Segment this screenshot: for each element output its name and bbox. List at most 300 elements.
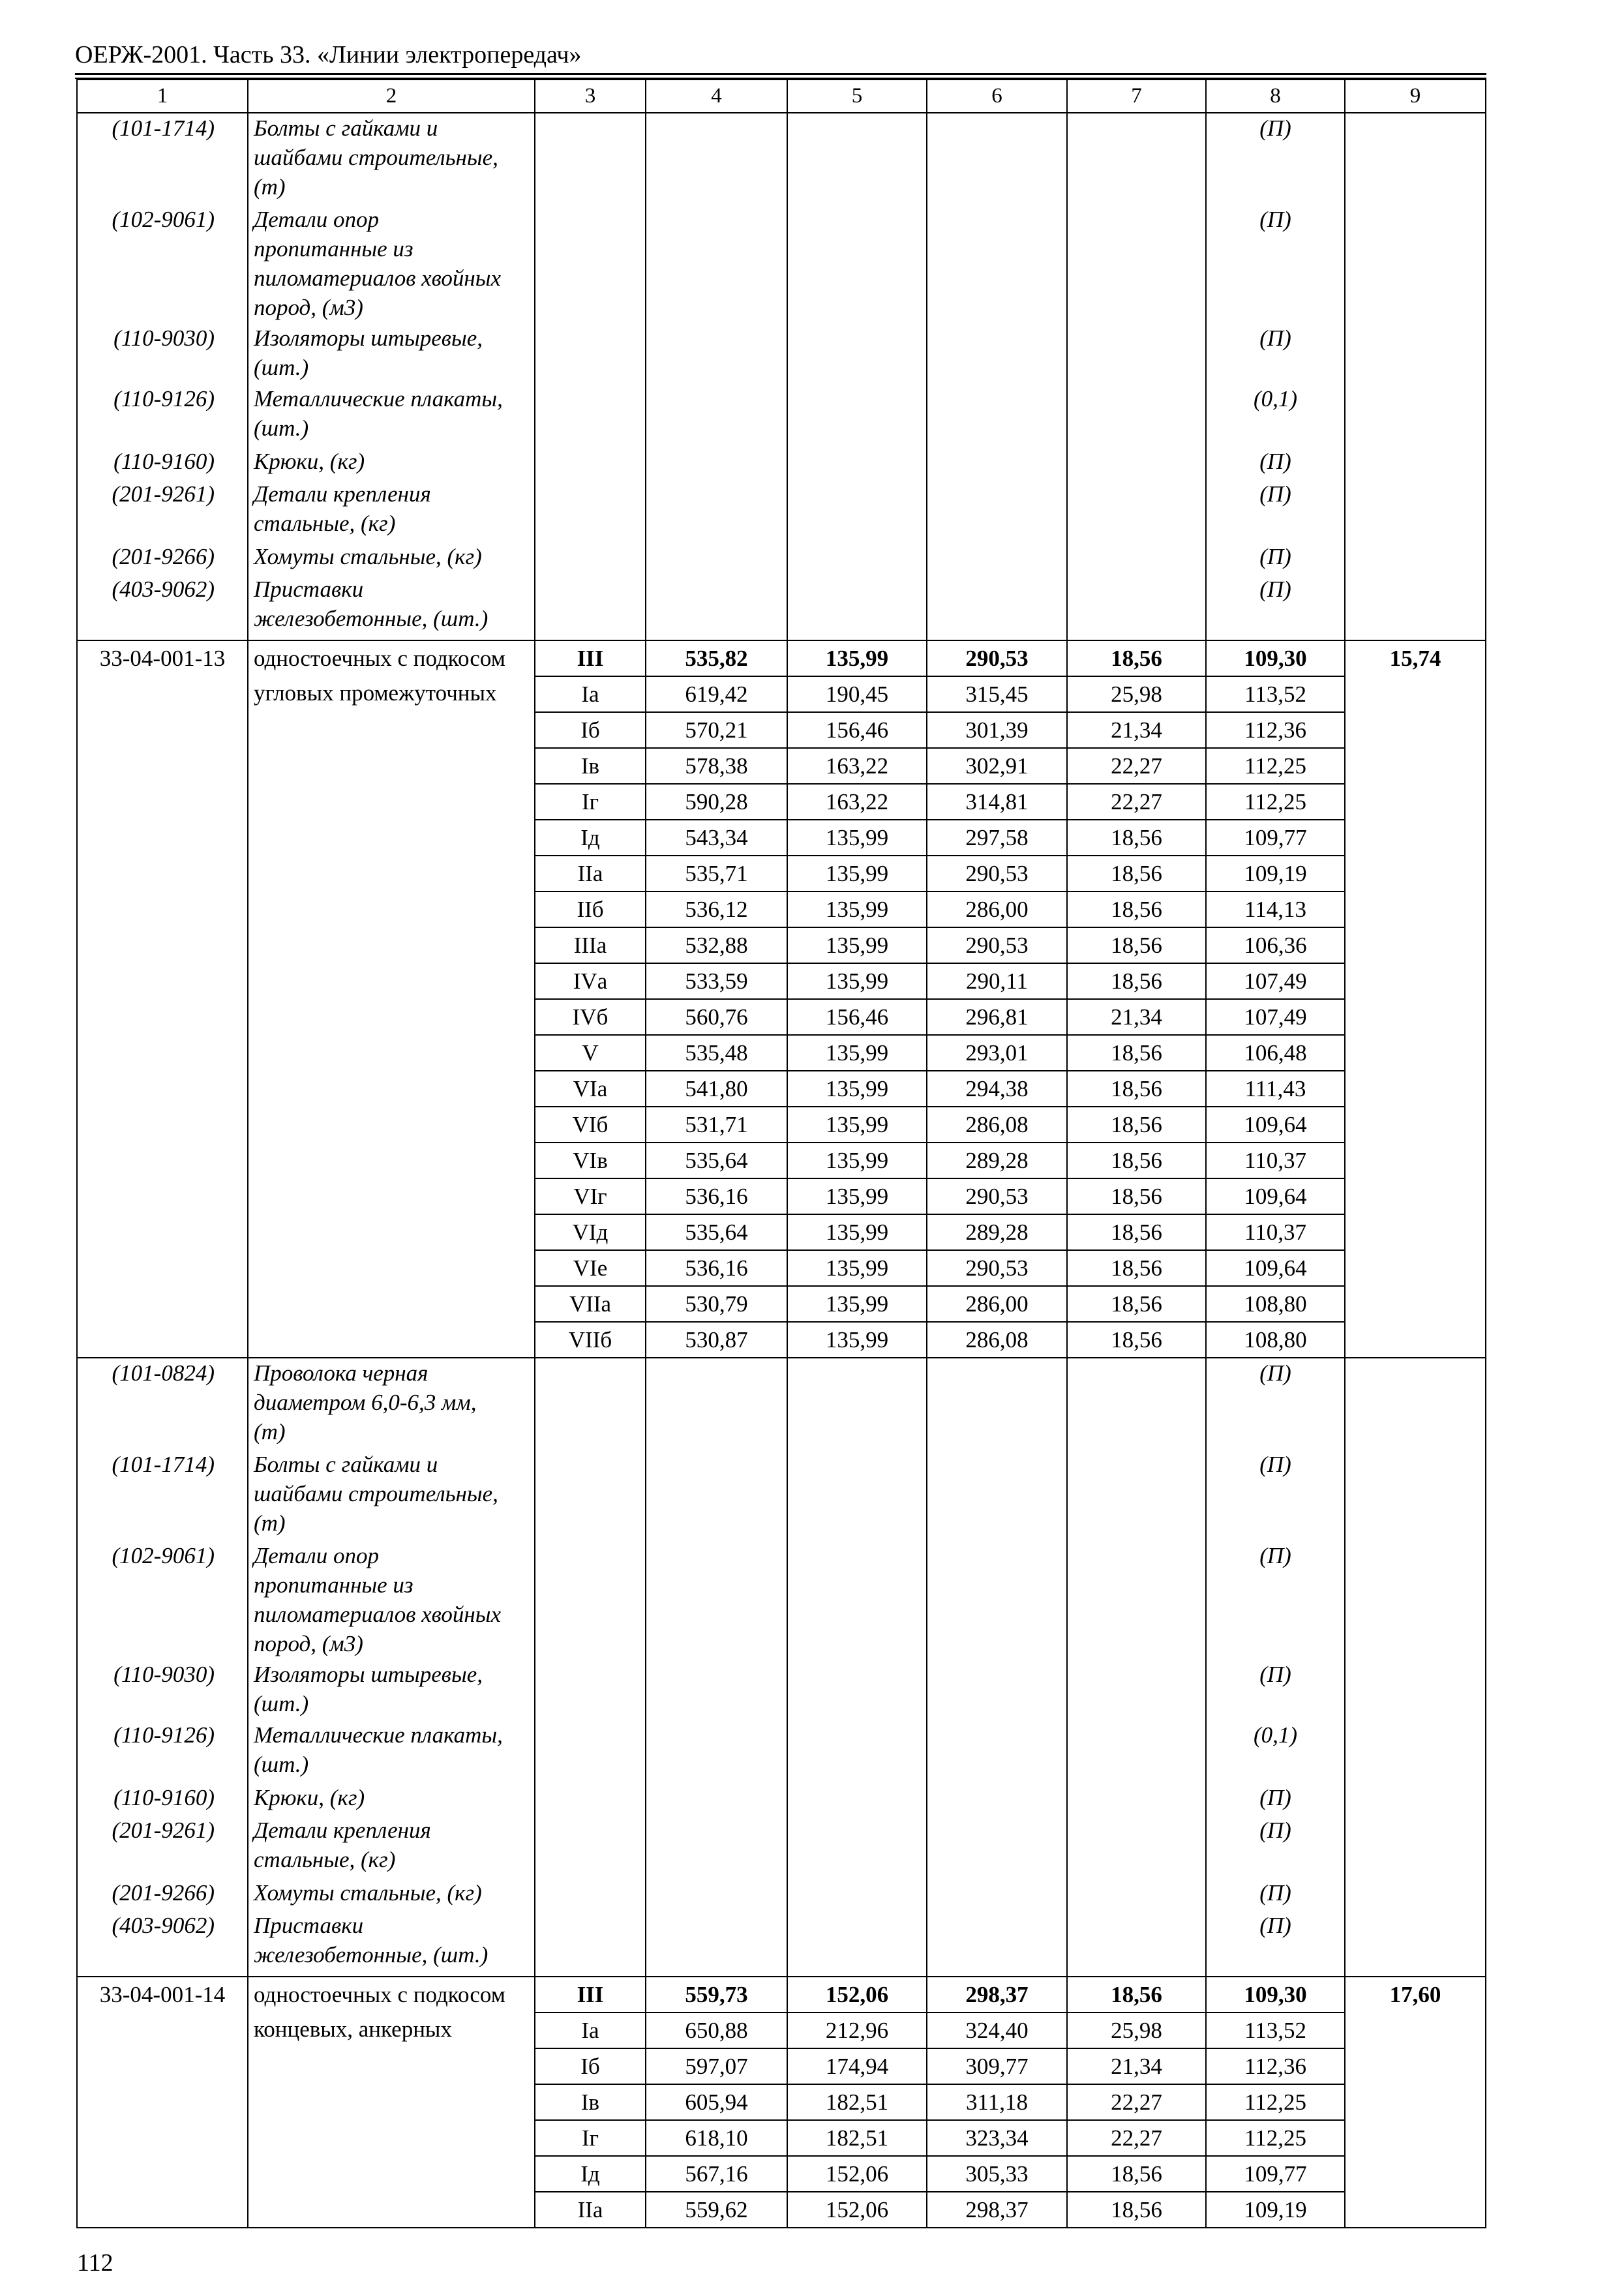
value-cell: 112,36 <box>1206 2048 1345 2084</box>
zone-cell: Iа <box>535 2012 646 2048</box>
value-cell: 324,40 <box>927 2012 1067 2048</box>
value-cell: 156,46 <box>787 999 927 1035</box>
resource-name: (т) <box>254 174 286 200</box>
rate-row <box>77 640 1486 676</box>
value-cell: 323,34 <box>927 2120 1067 2156</box>
zone-cell: VIа <box>535 1071 646 1107</box>
value-cell: 290,53 <box>927 1250 1067 1286</box>
value-cell: 106,48 <box>1206 1035 1345 1071</box>
col9-value: 17,60 <box>1345 1977 1486 2228</box>
value-cell: 107,49 <box>1206 963 1345 999</box>
rate-row <box>77 1977 1486 2012</box>
value-cell: 25,98 <box>1067 676 1206 712</box>
resource-value: (П) <box>1259 1662 1291 1687</box>
column-header: 6 <box>927 80 1067 113</box>
empty-cell <box>535 1358 646 1977</box>
resource-name-line <box>248 205 534 323</box>
resource-value-line <box>1207 1816 1344 1878</box>
value-cell: 106,36 <box>1206 927 1345 963</box>
value-cell: 135,99 <box>787 1071 927 1107</box>
resource-name: Хомуты стальные, (кг) <box>254 1880 482 1906</box>
resource-code-line <box>78 323 247 384</box>
value-cell: 163,22 <box>787 748 927 784</box>
value-cell: 296,81 <box>927 999 1067 1035</box>
zone-cell: VIIа <box>535 1286 646 1322</box>
value-cell: 108,80 <box>1206 1322 1345 1358</box>
value-cell: 533,59 <box>646 963 787 999</box>
resource-code-line <box>78 1783 247 1816</box>
empty-cell <box>927 1358 1067 1977</box>
resource-value: (П) <box>1259 576 1291 602</box>
column-header: 1 <box>77 80 248 113</box>
zone-cell: Iг <box>535 784 646 820</box>
resource-code-line <box>78 113 247 205</box>
resource-name: шайбами строительные, <box>254 145 498 170</box>
value-cell: 294,38 <box>927 1071 1067 1107</box>
resource-name: (шт.) <box>254 415 309 441</box>
resource-value: (П) <box>1259 1452 1291 1477</box>
value-cell: 560,76 <box>646 999 787 1035</box>
zone-cell: Iб <box>535 712 646 748</box>
value-cell: 109,64 <box>1206 1107 1345 1143</box>
resource-code-line <box>78 447 247 479</box>
value-cell: 18,56 <box>1067 1214 1206 1250</box>
value-cell: 113,52 <box>1206 2012 1345 2048</box>
zone-cell: III <box>535 1977 646 2012</box>
resource-value-line <box>1207 479 1344 542</box>
value-cell: 531,71 <box>646 1107 787 1143</box>
page-header: ОЕРЖ-2001. Часть 33. «Линии электропередач» <box>75 41 582 68</box>
value-cell: 18,56 <box>1067 1286 1206 1322</box>
resource-value: (П) <box>1259 1913 1291 1938</box>
value-cell: 618,10 <box>646 2120 787 2156</box>
value-cell: 650,88 <box>646 2012 787 2048</box>
resource-code: (101-1714) <box>112 115 215 141</box>
resource-code-line <box>78 542 247 575</box>
resource-code: (201-9261) <box>112 1818 215 1843</box>
resource-value: (П) <box>1259 1360 1291 1386</box>
value-cell: 532,88 <box>646 927 787 963</box>
value-cell: 135,99 <box>787 1107 927 1143</box>
resource-code: (110-9126) <box>113 1722 215 1748</box>
column-header: 4 <box>646 80 787 113</box>
value-cell: 18,56 <box>1067 2192 1206 2228</box>
rate-description: одностоечных с подкосом концевых, анкерных <box>248 1977 535 2228</box>
resource-name: Хомуты стальные, (кг) <box>254 544 482 569</box>
value-cell: 293,01 <box>927 1035 1067 1071</box>
resource-code: (101-0824) <box>112 1360 215 1386</box>
empty-cell <box>787 113 927 640</box>
value-cell: 25,98 <box>1067 2012 1206 2048</box>
value-cell: 289,28 <box>927 1143 1067 1178</box>
value-cell: 597,07 <box>646 2048 787 2084</box>
zone-cell: Iв <box>535 2084 646 2120</box>
resource-code: (110-9160) <box>113 1785 215 1810</box>
header-rule <box>75 73 1486 75</box>
resource-code-line <box>78 1816 247 1878</box>
value-cell: 18,56 <box>1067 963 1206 999</box>
resource-name: Металлические плакаты, <box>254 386 503 411</box>
value-cell: 212,96 <box>787 2012 927 2048</box>
value-cell: 21,34 <box>1067 999 1206 1035</box>
value-cell: 535,64 <box>646 1143 787 1178</box>
resource-code: (101-1714) <box>112 1452 215 1477</box>
resource-value-line <box>1207 575 1344 640</box>
zone-cell: IIа <box>535 2192 646 2228</box>
value-cell: 156,46 <box>787 712 927 748</box>
value-cell: 314,81 <box>927 784 1067 820</box>
value-cell: 18,56 <box>1067 1035 1206 1071</box>
resource-name: Болты с гайками и <box>254 1452 438 1477</box>
value-cell: 18,56 <box>1067 2156 1206 2192</box>
value-cell: 112,25 <box>1206 2120 1345 2156</box>
value-cell: 286,08 <box>927 1107 1067 1143</box>
value-cell: 112,25 <box>1206 784 1345 820</box>
zone-cell: IIа <box>535 856 646 891</box>
resource-codes-cell <box>77 113 248 640</box>
value-cell: 18,56 <box>1067 1071 1206 1107</box>
resource-code: (110-9030) <box>113 1662 215 1687</box>
value-cell: 286,00 <box>927 1286 1067 1322</box>
value-cell: 109,30 <box>1206 1977 1345 2012</box>
resource-name: (т) <box>254 1510 286 1536</box>
resource-values-cell <box>1206 1358 1345 1977</box>
resource-value-line <box>1207 542 1344 575</box>
value-cell: 135,99 <box>787 891 927 927</box>
value-cell: 570,21 <box>646 712 787 748</box>
zone-cell: V <box>535 1035 646 1071</box>
resource-name-line <box>248 1450 534 1541</box>
value-cell: 135,99 <box>787 1286 927 1322</box>
value-cell: 112,25 <box>1206 2084 1345 2120</box>
resource-value-line <box>1207 1541 1344 1660</box>
value-cell: 559,73 <box>646 1977 787 2012</box>
rate-code: 33-04-001-13 <box>77 640 248 1358</box>
resource-value-line <box>1207 323 1344 384</box>
resource-name-line <box>248 1720 534 1783</box>
value-cell: 113,52 <box>1206 676 1345 712</box>
value-cell: 110,37 <box>1206 1214 1345 1250</box>
resource-name-line <box>248 384 534 447</box>
resource-name: Приставки <box>254 576 364 602</box>
zone-cell: VIб <box>535 1107 646 1143</box>
value-cell: 619,42 <box>646 676 787 712</box>
value-cell: 290,53 <box>927 1178 1067 1214</box>
resource-name: (шт.) <box>254 1691 309 1716</box>
resource-name: Детали крепления <box>254 481 431 507</box>
value-cell: 109,19 <box>1206 856 1345 891</box>
resource-code: (201-9266) <box>112 544 215 569</box>
resource-name: Детали опор <box>254 207 380 232</box>
value-cell: 298,37 <box>927 2192 1067 2228</box>
resource-code: (403-9062) <box>112 1913 215 1938</box>
value-cell: 152,06 <box>787 1977 927 2012</box>
column-header: 8 <box>1206 80 1345 113</box>
resource-code-line <box>78 1541 247 1660</box>
value-cell: 18,56 <box>1067 640 1206 676</box>
value-cell: 535,71 <box>646 856 787 891</box>
column-header: 9 <box>1345 80 1486 113</box>
resource-name-line <box>248 323 534 384</box>
resource-names-cell <box>248 1358 535 1977</box>
resource-values-cell <box>1206 113 1345 640</box>
resource-value-line <box>1207 1911 1344 1976</box>
value-cell: 567,16 <box>646 2156 787 2192</box>
value-cell: 18,56 <box>1067 891 1206 927</box>
value-cell: 290,53 <box>927 927 1067 963</box>
resource-value-line <box>1207 1358 1344 1450</box>
resource-code: (110-9030) <box>113 325 215 351</box>
value-cell: 135,99 <box>787 927 927 963</box>
value-cell: 182,51 <box>787 2120 927 2156</box>
value-cell: 21,34 <box>1067 712 1206 748</box>
zone-cell: Iа <box>535 676 646 712</box>
resource-name: железобетонные, (шт.) <box>254 1942 489 1967</box>
rates-table <box>76 79 1486 2228</box>
resource-name-line <box>248 479 534 542</box>
value-cell: 22,27 <box>1067 2084 1206 2120</box>
value-cell: 135,99 <box>787 1322 927 1358</box>
resource-codes-cell <box>77 1358 248 1977</box>
value-cell: 190,45 <box>787 676 927 712</box>
value-cell: 152,06 <box>787 2192 927 2228</box>
zone-cell: VIIб <box>535 1322 646 1358</box>
zone-cell: VIе <box>535 1250 646 1286</box>
resource-value-line <box>1207 447 1344 479</box>
value-cell: 18,56 <box>1067 1250 1206 1286</box>
resource-name: стальные, (кг) <box>254 1847 396 1872</box>
resource-name-line <box>248 1911 534 1976</box>
value-cell: 109,30 <box>1206 640 1345 676</box>
resource-name-line <box>248 1783 534 1816</box>
value-cell: 297,58 <box>927 820 1067 856</box>
resource-name: Болты с гайками и <box>254 115 438 141</box>
resource-value-line <box>1207 1783 1344 1816</box>
resource-name: пропитанные из <box>254 1572 414 1598</box>
resource-code: (201-9266) <box>112 1880 215 1906</box>
resources-row <box>77 113 1486 640</box>
resource-code-line <box>78 575 247 640</box>
resource-value-line <box>1207 205 1344 323</box>
resource-name: Приставки <box>254 1913 364 1938</box>
value-cell: 290,53 <box>927 640 1067 676</box>
value-cell: 590,28 <box>646 784 787 820</box>
value-cell: 559,62 <box>646 2192 787 2228</box>
value-cell: 135,99 <box>787 1250 927 1286</box>
value-cell: 301,39 <box>927 712 1067 748</box>
column-header-row <box>77 80 1486 113</box>
value-cell: 109,64 <box>1206 1250 1345 1286</box>
zone-cell: IVа <box>535 963 646 999</box>
resources-row <box>77 1358 1486 1977</box>
resource-code: (102-9061) <box>112 1543 215 1568</box>
resource-name: пород, (м3) <box>254 295 363 320</box>
value-cell: 110,37 <box>1206 1143 1345 1178</box>
resource-value: (0,1) <box>1253 386 1298 411</box>
resource-value-line <box>1207 113 1344 205</box>
resource-name: железобетонные, (шт.) <box>254 606 489 631</box>
value-cell: 109,19 <box>1206 2192 1345 2228</box>
page-number: 112 <box>77 2249 113 2277</box>
value-cell: 535,82 <box>646 640 787 676</box>
resource-value: (П) <box>1259 115 1291 141</box>
resource-code-line <box>78 1911 247 1976</box>
rate-description: одностоечных с подкосом угловых промежуточных <box>248 640 535 1358</box>
resource-value: (0,1) <box>1253 1722 1298 1748</box>
value-cell: 530,87 <box>646 1322 787 1358</box>
resource-name-line <box>248 1660 534 1720</box>
value-cell: 578,38 <box>646 748 787 784</box>
column-header: 5 <box>787 80 927 113</box>
column-header: 3 <box>535 80 646 113</box>
resource-code-line <box>78 384 247 447</box>
value-cell: 108,80 <box>1206 1286 1345 1322</box>
zone-cell: Iд <box>535 820 646 856</box>
resource-value-line <box>1207 1878 1344 1911</box>
resource-name: пропитанные из <box>254 236 414 262</box>
value-cell: 315,45 <box>927 676 1067 712</box>
value-cell: 174,94 <box>787 2048 927 2084</box>
resource-name-line <box>248 1541 534 1660</box>
resource-name: (шт.) <box>254 1752 309 1777</box>
value-cell: 290,53 <box>927 856 1067 891</box>
value-cell: 18,56 <box>1067 1143 1206 1178</box>
resource-name-line <box>248 113 534 205</box>
value-cell: 114,13 <box>1206 891 1345 927</box>
value-cell: 135,99 <box>787 820 927 856</box>
resource-value: (П) <box>1259 1818 1291 1843</box>
value-cell: 109,77 <box>1206 2156 1345 2192</box>
resource-name-line <box>248 447 534 479</box>
empty-cell <box>787 1358 927 1977</box>
empty-cell <box>1345 1358 1486 1977</box>
value-cell: 21,34 <box>1067 2048 1206 2084</box>
resource-code: (110-9160) <box>113 449 215 474</box>
value-cell: 18,56 <box>1067 927 1206 963</box>
resource-value: (П) <box>1259 1880 1291 1906</box>
value-cell: 135,99 <box>787 856 927 891</box>
column-header: 2 <box>248 80 535 113</box>
value-cell: 289,28 <box>927 1214 1067 1250</box>
resource-code-line <box>78 205 247 323</box>
value-cell: 18,56 <box>1067 820 1206 856</box>
value-cell: 22,27 <box>1067 784 1206 820</box>
resource-name: пиломатериалов хвойных <box>254 1602 502 1627</box>
value-cell: 536,16 <box>646 1250 787 1286</box>
value-cell: 152,06 <box>787 2156 927 2192</box>
zone-cell: IIб <box>535 891 646 927</box>
resource-code-line <box>78 1450 247 1541</box>
value-cell: 22,27 <box>1067 748 1206 784</box>
value-cell: 18,56 <box>1067 856 1206 891</box>
value-cell: 163,22 <box>787 784 927 820</box>
resource-name: диаметром 6,0-6,3 мм, <box>254 1390 477 1415</box>
resource-name: Изоляторы штыревые, <box>254 325 483 351</box>
resource-code: (201-9261) <box>112 481 215 507</box>
resource-value: (П) <box>1259 481 1291 507</box>
value-cell: 290,11 <box>927 963 1067 999</box>
value-cell: 135,99 <box>787 1143 927 1178</box>
resource-code-line <box>78 1358 247 1450</box>
resource-name: Детали крепления <box>254 1818 431 1843</box>
zone-cell: Iг <box>535 2120 646 2156</box>
resource-code-line <box>78 479 247 542</box>
value-cell: 536,16 <box>646 1178 787 1214</box>
empty-cell <box>927 113 1067 640</box>
resource-name: Детали опор <box>254 1543 380 1568</box>
value-cell: 309,77 <box>927 2048 1067 2084</box>
resource-name: Изоляторы штыревые, <box>254 1662 483 1687</box>
resource-name: Крюки, (кг) <box>254 1785 365 1810</box>
empty-cell <box>1345 113 1486 640</box>
resource-name: (т) <box>254 1419 286 1444</box>
empty-cell <box>1067 1358 1206 1977</box>
resource-value: (П) <box>1259 1543 1291 1568</box>
resource-value: (П) <box>1259 1785 1291 1810</box>
value-cell: 543,34 <box>646 820 787 856</box>
resource-names-cell <box>248 113 535 640</box>
zone-cell: VIв <box>535 1143 646 1178</box>
zone-cell: Iв <box>535 748 646 784</box>
resource-value-line <box>1207 1450 1344 1541</box>
value-cell: 109,64 <box>1206 1178 1345 1214</box>
resource-name: Металлические плакаты, <box>254 1722 503 1748</box>
resource-name-line <box>248 1878 534 1911</box>
resource-code: (403-9062) <box>112 576 215 602</box>
zone-cell: Iд <box>535 2156 646 2192</box>
value-cell: 535,48 <box>646 1035 787 1071</box>
resource-code: (102-9061) <box>112 207 215 232</box>
value-cell: 286,08 <box>927 1322 1067 1358</box>
value-cell: 298,37 <box>927 1977 1067 2012</box>
empty-cell <box>646 1358 787 1977</box>
value-cell: 18,56 <box>1067 1977 1206 2012</box>
value-cell: 536,12 <box>646 891 787 927</box>
zone-cell: IVб <box>535 999 646 1035</box>
resource-name: (шт.) <box>254 355 309 380</box>
value-cell: 135,99 <box>787 640 927 676</box>
empty-cell <box>1067 113 1206 640</box>
zone-cell: Iб <box>535 2048 646 2084</box>
value-cell: 109,77 <box>1206 820 1345 856</box>
resource-code-line <box>78 1720 247 1783</box>
resource-value-line <box>1207 1720 1344 1783</box>
value-cell: 286,00 <box>927 891 1067 927</box>
resource-name: стальные, (кг) <box>254 511 396 536</box>
value-cell: 18,56 <box>1067 1107 1206 1143</box>
resource-name-line <box>248 575 534 640</box>
resource-name: шайбами строительные, <box>254 1481 498 1506</box>
resource-name-line <box>248 1358 534 1450</box>
col9-value: 15,74 <box>1345 640 1486 1358</box>
resource-value: (П) <box>1259 325 1291 351</box>
zone-cell: IIIа <box>535 927 646 963</box>
resource-value-line <box>1207 384 1344 447</box>
resource-code-line <box>78 1878 247 1911</box>
value-cell: 112,36 <box>1206 712 1345 748</box>
value-cell: 541,80 <box>646 1071 787 1107</box>
value-cell: 182,51 <box>787 2084 927 2120</box>
resource-code: (110-9126) <box>113 386 215 411</box>
value-cell: 135,99 <box>787 963 927 999</box>
rate-code: 33-04-001-14 <box>77 1977 248 2228</box>
resource-name: Проволока черная <box>254 1360 429 1386</box>
value-cell: 135,99 <box>787 1178 927 1214</box>
value-cell: 22,27 <box>1067 2120 1206 2156</box>
value-cell: 302,91 <box>927 748 1067 784</box>
value-cell: 530,79 <box>646 1286 787 1322</box>
resource-name-line <box>248 542 534 575</box>
